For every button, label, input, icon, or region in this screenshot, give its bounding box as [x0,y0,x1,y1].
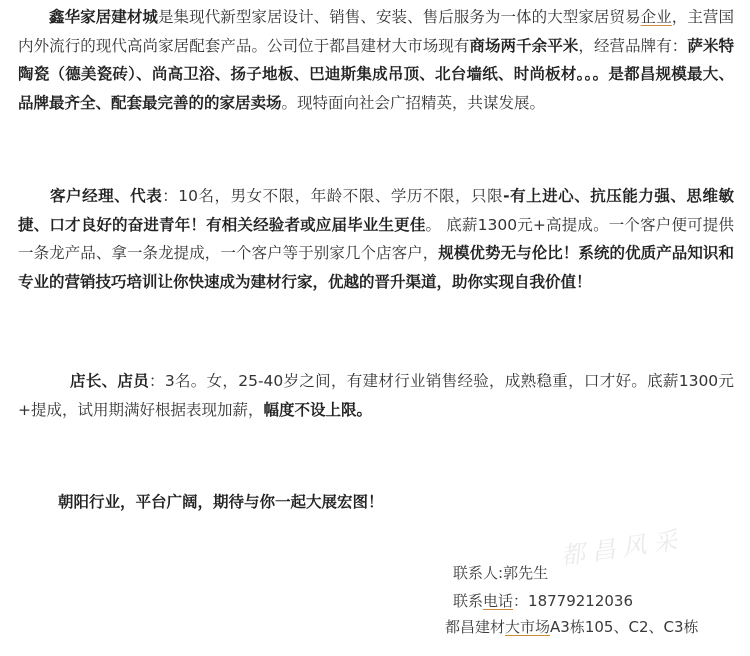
company-intro-paragraph [18,3,734,117]
job1-text-2: 。 底薪1300元+高提成。一个客户便可提供一条龙产品、拿一条龙提成，一个客户等于别家几个店客户， [18,215,734,262]
job2-raise-note: 幅度不设上限。 [263,400,373,419]
company-name: 鑫华家居建材城 [49,8,158,26]
job1-benefits: 规模优势无与伦比！系统的优质产品知识和专业的营销技巧培训让你快速成为建材行家，优越的晋升渠道，助你实现自我价值！ [18,244,734,291]
contact-address-c: A3栋105、C2、C3栋 [550,618,699,636]
contact-phone-line [453,589,633,613]
job-title-customer-manager: 客户经理、代表 [50,187,163,205]
job1-text-1: ：10名，男女不限，年龄不限、学历不限，只限 [162,187,504,205]
store-area: 商场两千余平米 [469,36,579,55]
contact-address-a: 都昌建材 [445,618,506,636]
intro-keyword-link[interactable]: 企业 [640,8,672,26]
job-title-store-staff: 店长、店员 [70,372,150,390]
intro-text-1: 是集现代新型家居设计、销售、安装、售后服务为一体的大型家居贸易 [157,8,641,26]
intro-text-4: 。现特面向社会广招精英，共谋发展。 [281,93,546,112]
job-customer-manager-paragraph [18,182,734,296]
site-watermark: 都昌风采 [559,525,686,571]
contact-phone-label-a: 联系 [453,592,484,610]
brand-list: 萨米特陶瓷（德美瓷砖）、尚高卫浴、扬子地板、巴迪斯集成吊顶、北台墙纸、时尚板材。。。是都昌规模最大、品牌最齐全、配套最完善的的家居卖场 [18,36,734,112]
job1-requirements: -有上进心、抗压能力强、思维敏捷、口才良好的奋进青年！有相关经验者或应届毕业生更佳 [18,187,734,234]
contact-phone-label-link[interactable]: 电话 [483,592,514,610]
intro-text-2: ，主营国内外流行的现代高尚家居配套产品。公司位于都昌建材大市场现有 [18,8,734,55]
job-store-staff-paragraph [18,367,734,424]
slogan-text: 朝阳行业，平台广阔，期待与你一起大展宏图！ [58,493,384,511]
contact-address-link[interactable]: 大市场 [505,618,551,636]
slogan [58,488,728,517]
contact-person-line [453,561,548,585]
job2-text-1: ：3名。女，25-40岁之间，有建材行业销售经验，成熟稳重，口才好。底薪1300元+提成，试用期满好根据表现加薪， [18,372,734,419]
contact-person-name: :郭先生 [498,564,549,582]
contact-address-line [445,615,699,639]
contact-person-label: 联系人 [453,564,499,582]
contact-block [0,556,750,656]
intro-text-3: ，经营品牌有： [578,36,688,55]
contact-phone-number: ：18779212036 [513,592,634,610]
